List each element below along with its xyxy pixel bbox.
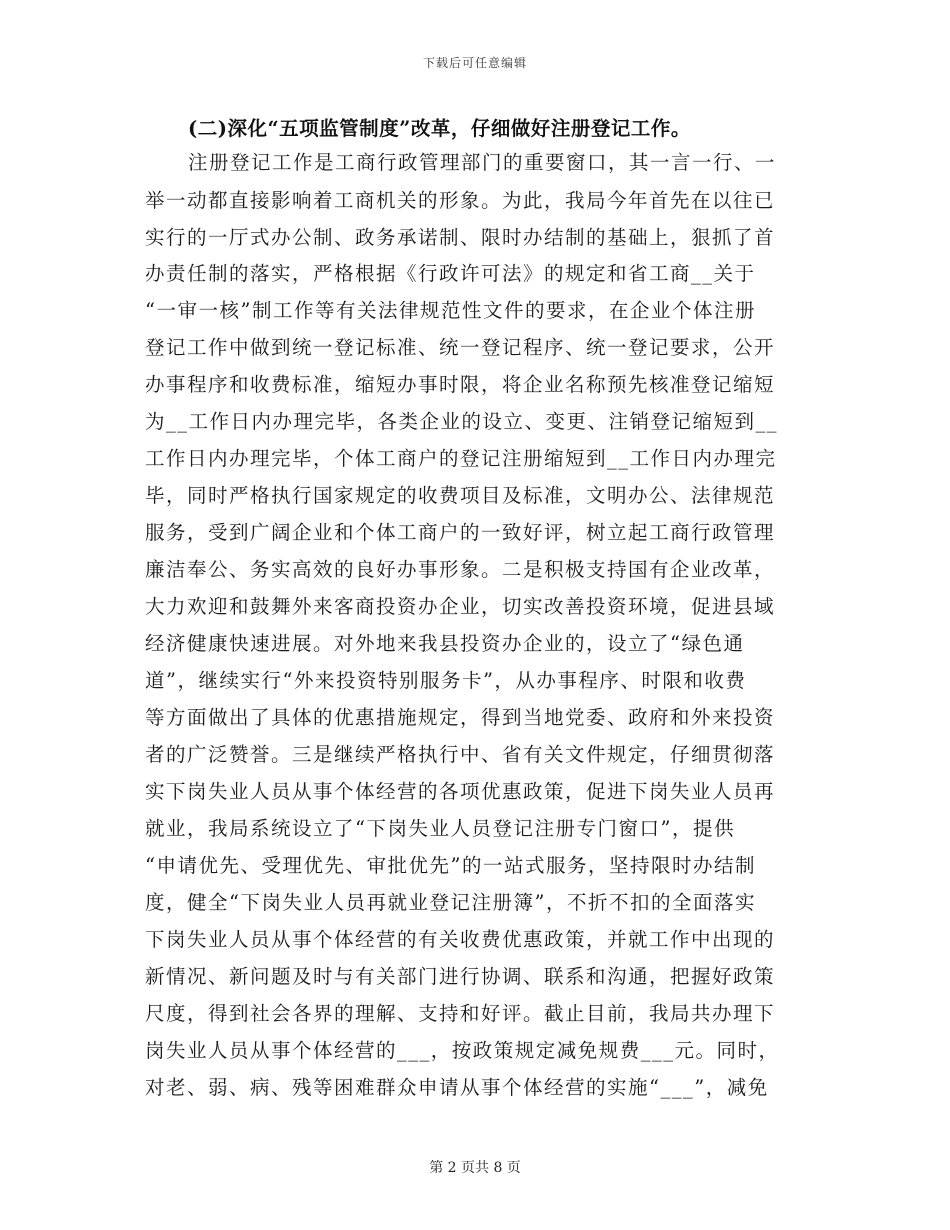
page-header-note: 下载后可任意编辑 (422, 56, 527, 70)
paragraph-line: 等方面做出了具体的优惠措施规定，得到当地党委、政府和外来投资 (145, 706, 776, 729)
paragraph-line: 大力欢迎和鼓舞外来客商投资办企业，切实改善投资环境，促进县域 (145, 595, 776, 618)
paragraph-line: 下岗失业人员从事个体经营的有关收费优惠政策，并就工作中出现的 (145, 928, 776, 951)
paragraph-line: 实行的一厅式办公制、政务承诺制、限时办结制的基础上，狠抓了首 (145, 226, 776, 249)
section-heading: (二)深化“五项监管制度”改革，仔细做好注册登记工作。 (188, 117, 691, 140)
paragraph-line: 岗失业人员从事个体经营的___，按政策规定减免规费___元。同时， (145, 1039, 780, 1062)
paragraph-line: 工作日内办理完毕，个体工商户的登记注册缩短到__工作日内办理完 (145, 447, 777, 470)
paragraph-line: 举一动都直接影响着工商机关的形象。为此，我局今年首先在以往已 (145, 189, 776, 212)
paragraph-line: 办责任制的落实，严格根据《行政许可法》的规定和省工商__关于 (145, 262, 756, 285)
paragraph-line: 注册登记工作是工商行政管理部门的重要窗口，其一言一行、一 (188, 151, 777, 174)
paragraph-line: 对老、弱、病、残等困难群众申请从事个体经营的实施“___”，减免 (145, 1076, 769, 1099)
page-number-footer: 第 2 页共 8 页 (429, 1160, 521, 1176)
paragraph-line: “申请优先、受理优先、审批优先”的一站式服务，坚持限时办结制 (145, 854, 756, 877)
paragraph-line: 新情况、新问题及时与有关部门进行协调、联系和沟通，把握好政策 (145, 965, 776, 988)
paragraph-line: 者的广泛赞誉。三是继续严格执行中、省有关文件规定，仔细贯彻落 (145, 743, 776, 766)
paragraph-line: 就业，我局系统设立了“下岗失业人员登记注册专门窗口”，提供 (145, 817, 735, 840)
paragraph-line: 廉洁奉公、务实高效的良好办事形象。二是积极支持国有企业改革， (145, 558, 776, 581)
paragraph-line: 经济健康快速进展。对外地来我县投资办企业的，设立了“绿色通 (145, 632, 745, 655)
paragraph-line: 为__工作日内办理完毕，各类企业的设立、变更、注销登记缩短到__ (145, 410, 779, 433)
paragraph-line: 服务，受到广阔企业和个体工商户的一致好评，树立起工商行政管理 (145, 521, 776, 544)
paragraph-line: “一审一核”制工作等有关法律规范性文件的要求，在企业个体注册 (145, 299, 756, 322)
paragraph-line: 度，健全“下岗失业人员再就业登记注册簿”，不折不扣的全面落实 (145, 891, 756, 914)
paragraph-line: 道”，继续实行“外来投资特别服务卡”，从办事程序、时限和收费 (145, 669, 747, 692)
paragraph-line: 登记工作中做到统一登记标准、统一登记程序、统一登记要求，公开 (145, 336, 776, 359)
paragraph-line: 办事程序和收费标准，缩短办事时限，将企业名称预先核准登记缩短 (145, 373, 776, 396)
paragraph-line: 尺度，得到社会各界的理解、支持和好评。截止目前，我局共办理下 (145, 1002, 776, 1025)
paragraph-line: 毕，同时严格执行国家规定的收费项目及标准，文明办公、法律规范 (145, 484, 776, 507)
paragraph-line: 实下岗失业人员从事个体经营的各项优惠政策，促进下岗失业人员再 (145, 780, 776, 803)
